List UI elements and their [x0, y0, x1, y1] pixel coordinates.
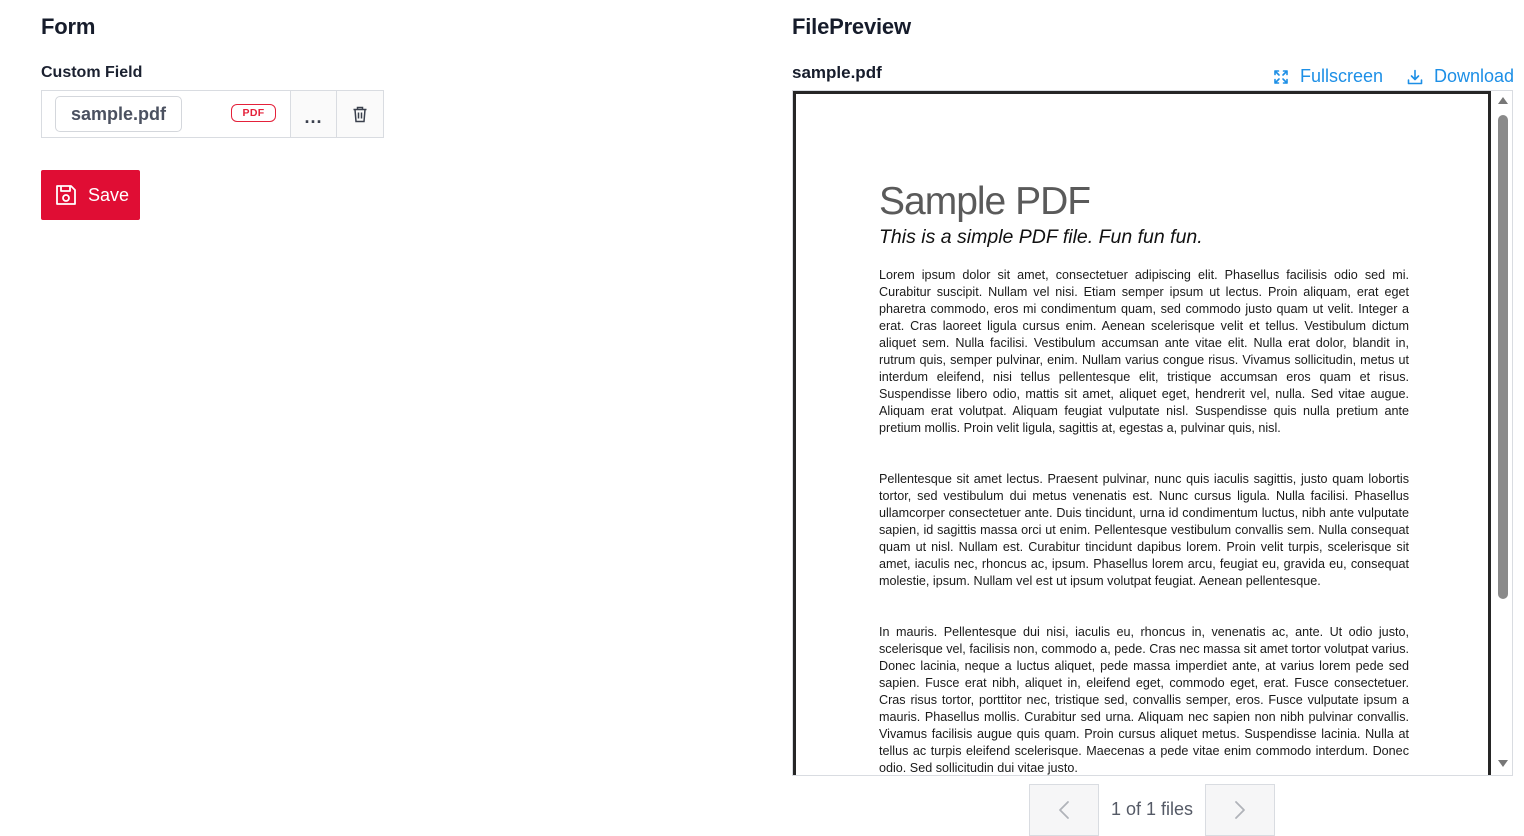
- pdf-paragraph: In mauris. Pellentesque dui nisi, iaculis eu, rhoncus in, venenatis ac, ante. Ut odio justo, scelerisque vel, facilisis non, commodo a, pede. Cras nec massa sit amet tortor volutpat varius. Donec lacinia, neque a luctus aliquet, pede massa imperdiet ante, at varius lorem pede sed sapien. Fusce erat nibh, aliquet in, eleifend eget, commodo eget, erat. Fusce consectetuer. Cras risus tortor, porttitor nec, tristique sed, convallis semper, eros. Fusce vulputate ipsum a mauris. Phasellus mollis. Curabitur sed urna. Aliquam nec sapien non nibh pulvinar convallis. Vivamus facilisis augue quis quam. Proin cursus aliquet metus. Suspendisse lacinia. Nulla at tellus ac turpis eleifend scelerisque. Maecenas a pede vitae enim commodo interdum. Donec odio. Sed sollicitudin dui vitae justo.: [879, 625, 1409, 775]
- more-options-button[interactable]: ...: [290, 91, 336, 137]
- pagination-status: 1 of 1 files: [1110, 799, 1194, 819]
- fullscreen-icon: [1273, 69, 1289, 85]
- custom-field-label: Custom Field: [41, 64, 143, 81]
- file-preview-title: FilePreview: [792, 14, 911, 39]
- pdf-file-type-badge: PDF: [231, 104, 276, 122]
- custom-file-field: [41, 90, 384, 138]
- save-icon: [54, 183, 78, 207]
- download-button[interactable]: [1407, 66, 1514, 87]
- file-chip[interactable]: sample.pdf: [55, 96, 182, 132]
- save-button-label: Save: [88, 184, 130, 205]
- chevron-right-icon: [1234, 800, 1246, 820]
- next-file-button[interactable]: [1205, 784, 1275, 836]
- pdf-document-subtitle: This is a simple PDF file. Fun fun fun.: [879, 226, 1203, 248]
- file-pagination: [1029, 784, 1275, 836]
- vertical-scrollbar[interactable]: [1493, 91, 1512, 775]
- pdf-page: [793, 91, 1491, 776]
- pdf-document-title: Sample PDF: [879, 180, 1091, 223]
- download-icon: [1407, 69, 1423, 85]
- pdf-paragraph: Lorem ipsum dolor sit amet, consectetuer adipiscing elit. Phasellus facilisis odio sed mi. Curabitur suscipit. Nullam vel nisi. Etiam semper ipsum ut lectus. Proin aliquam, erat eget pharetra commodo, eros mi condimentum quam, sed commodo justo quam ut velit. Integer a erat. Cras laoreet ligula cursus enim. Aenean scelerisque velit et tellus. Vestibulum dictum aliquet sem. Nulla facilisi. Vestibulum accumsan ante vitae elit. Nulla erat dolor, blandit in, rutrum quis, semper pulvinar, enim. Nullam varius congue risus. Vivamus sollicitudin, metus ut interdum eleifend, nisi tellus pellentesque elit, tristique accumsan eros quam et risus. Suspendisse libero odio, mattis sit amet, aliquet eget, hendrerit vel, nulla. Sed vitae augue. Aliquam erat volutpat. Aliquam feugiat vulputate nisl. Suspendisse quis nulla pretium ante pretium mollis. Proin velit ligula, sagittis at, egestas a, pulvinar quis, nisl.: [879, 268, 1409, 435]
- pdf-viewer[interactable]: [792, 90, 1513, 776]
- chevron-left-icon: [1058, 800, 1070, 820]
- previous-file-button[interactable]: [1029, 784, 1099, 836]
- preview-file-name: sample.pdf: [792, 63, 882, 82]
- scroll-down-arrow-icon[interactable]: [1498, 760, 1508, 767]
- pdf-paragraph: Pellentesque sit amet lectus. Praesent pulvinar, nunc quis iaculis sagittis, justo quam lobortis tortor, sed vestibulum dui metus venenatis est. Nunc cursus ligula. Nulla facilisi. Phasellus ullamcorper consectetuer ante. Duis tincidunt, urna id condimentum luctus, nibh ante vulputate sapien, id sagittis massa orci ut enim. Pellentesque vestibulum convallis sem. Nulla consequat quam ut nisl. Nullam est. Curabitur tincidunt dapibus lorem. Proin velit turpis, scelerisque sit amet, iaculis nec, rhoncus ac, ipsum. Phasellus lorem arcu, feugiat eu, gravida eu, consequat molestie, ipsum. Nullam vel est ut ipsum volutpat feugiat. Aenean pellentesque.: [879, 472, 1409, 588]
- save-button[interactable]: [41, 170, 140, 220]
- file-display: [42, 91, 290, 137]
- fullscreen-label: Fullscreen: [1300, 66, 1384, 86]
- file-preview-panel: [792, 0, 1513, 836]
- download-label: Download: [1434, 66, 1515, 86]
- fullscreen-button[interactable]: [1273, 66, 1383, 87]
- trash-icon: [352, 106, 368, 123]
- form-title: Form: [41, 14, 96, 39]
- scroll-up-arrow-icon[interactable]: [1498, 97, 1508, 104]
- delete-file-button[interactable]: [336, 91, 383, 137]
- scrollbar-thumb[interactable]: [1498, 115, 1508, 599]
